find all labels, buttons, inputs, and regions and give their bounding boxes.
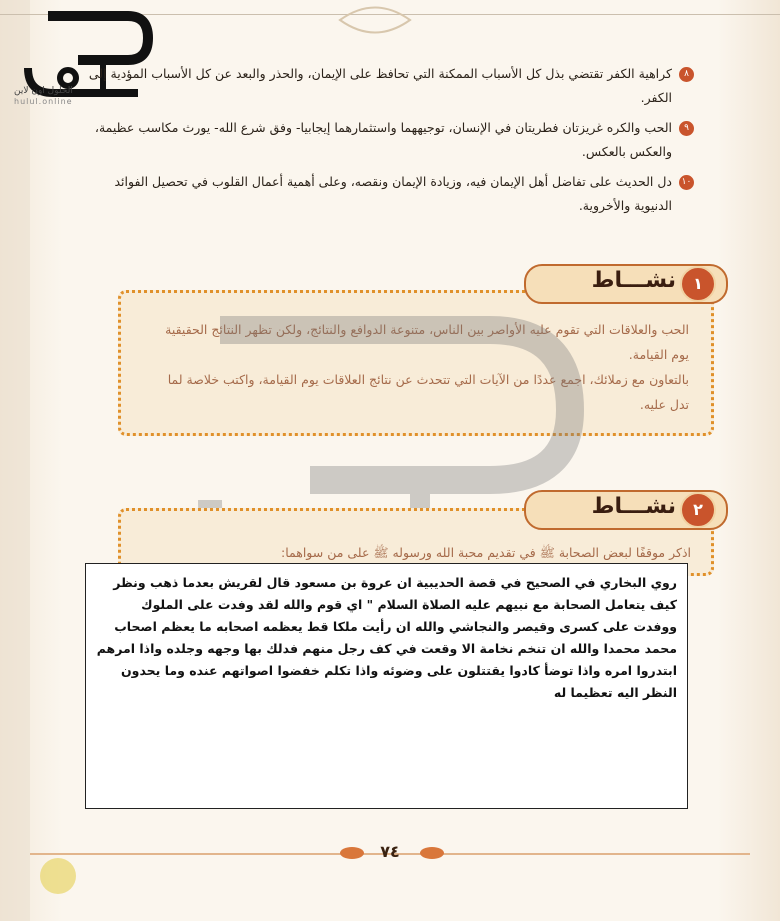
activity-1-box — [118, 290, 714, 436]
activity-1-body — [149, 317, 689, 417]
point-text: دل الحديث على تفاضل أهل الإيمان فيه، وزيادة الإيمان ونقصه، وعلى أهمية أعمال القلوب في تحصيل الفوائد الدنيوية والأخروية. — [114, 174, 672, 213]
activity-1-line: بالتعاون مع زملائك، اجمع عددًا من الآيات التي تتحدث عن نتائج العلاقات يوم القيامة، واكتب خلاصة لما تدل عليه. — [167, 372, 689, 412]
points-list — [74, 62, 694, 224]
answer-textbox[interactable]: روي البخاري في الصحيح في قصة الحديبية ان عروة بن مسعود قال لقريش بعدما ذهب ونظر كيف يتعامل الصحابة مع نبيهم عليه الصلاة السلام " اي قوم والله لقد وفدت على الملوك ووفدت على كسرى وقيصر والنجاشي والله ان رأيت ملكا قط يعظمه اصحابه ما يعظم اصحاب محمد محمدا والله ان تنخم نخامة الا وقعت في كف رجل منهم فدلك بها وجهه وجلده واذا امرهم ابتدروا امره واذا توضأ كادوا يقتتلون على وضوئه واذا تكلم خفضوا اصواتهم عنده وما يحدون النظر اليه تعظيما له — [85, 563, 688, 809]
activity-2-header — [524, 488, 724, 528]
activity-1-number-badge: ١ — [680, 266, 716, 302]
activity-2-prompt: اذكر موقفًا لبعض الصحابة ﷺ في تقديم محبة الله ورسوله ﷺ على من سواهما: — [280, 545, 691, 560]
watermark-subtitle: الحلول اون لاين — [14, 86, 73, 96]
point-text: كراهية الكفر تقتضي بذل كل الأسباب الممكنة التي تحافظ على الإيمان، والحذر والبعد عن كل الأسباب المؤدية إلى الكفر. — [88, 66, 672, 105]
list-item — [74, 116, 694, 164]
activity-1-title: نشـــاط — [591, 268, 676, 293]
watermark-url: hulul.online — [14, 97, 73, 106]
page-number: ٧٤ — [380, 842, 400, 861]
list-item — [74, 62, 694, 110]
point-text: الحب والكره غريزتان فطريتان في الإنسان، توجيههما واستثمارهما إيجابيا- وفق شرع الله- يورث مكاسب عظيمة، والعكس بالعكس. — [94, 120, 672, 159]
activity-1-header — [524, 262, 724, 302]
point-number-badge: ٩ — [679, 121, 694, 136]
activity-2-title: نشـــاط — [591, 494, 676, 519]
top-ornament-icon — [330, 0, 420, 40]
page-edge — [0, 0, 30, 921]
activity-1-line: الحب والعلاقات التي تقوم عليه الأواصر بين الناس، متنوعة الدوافع والنتائج، ولكن تظهر النتائج الحقيقية يوم القيامة. — [165, 322, 689, 362]
activity-2-number-badge: ٢ — [680, 492, 716, 528]
list-item — [74, 170, 694, 218]
point-number-badge: ٨ — [679, 67, 694, 82]
corner-logo-icon — [40, 858, 76, 894]
point-number-badge: ١٠ — [679, 175, 694, 190]
